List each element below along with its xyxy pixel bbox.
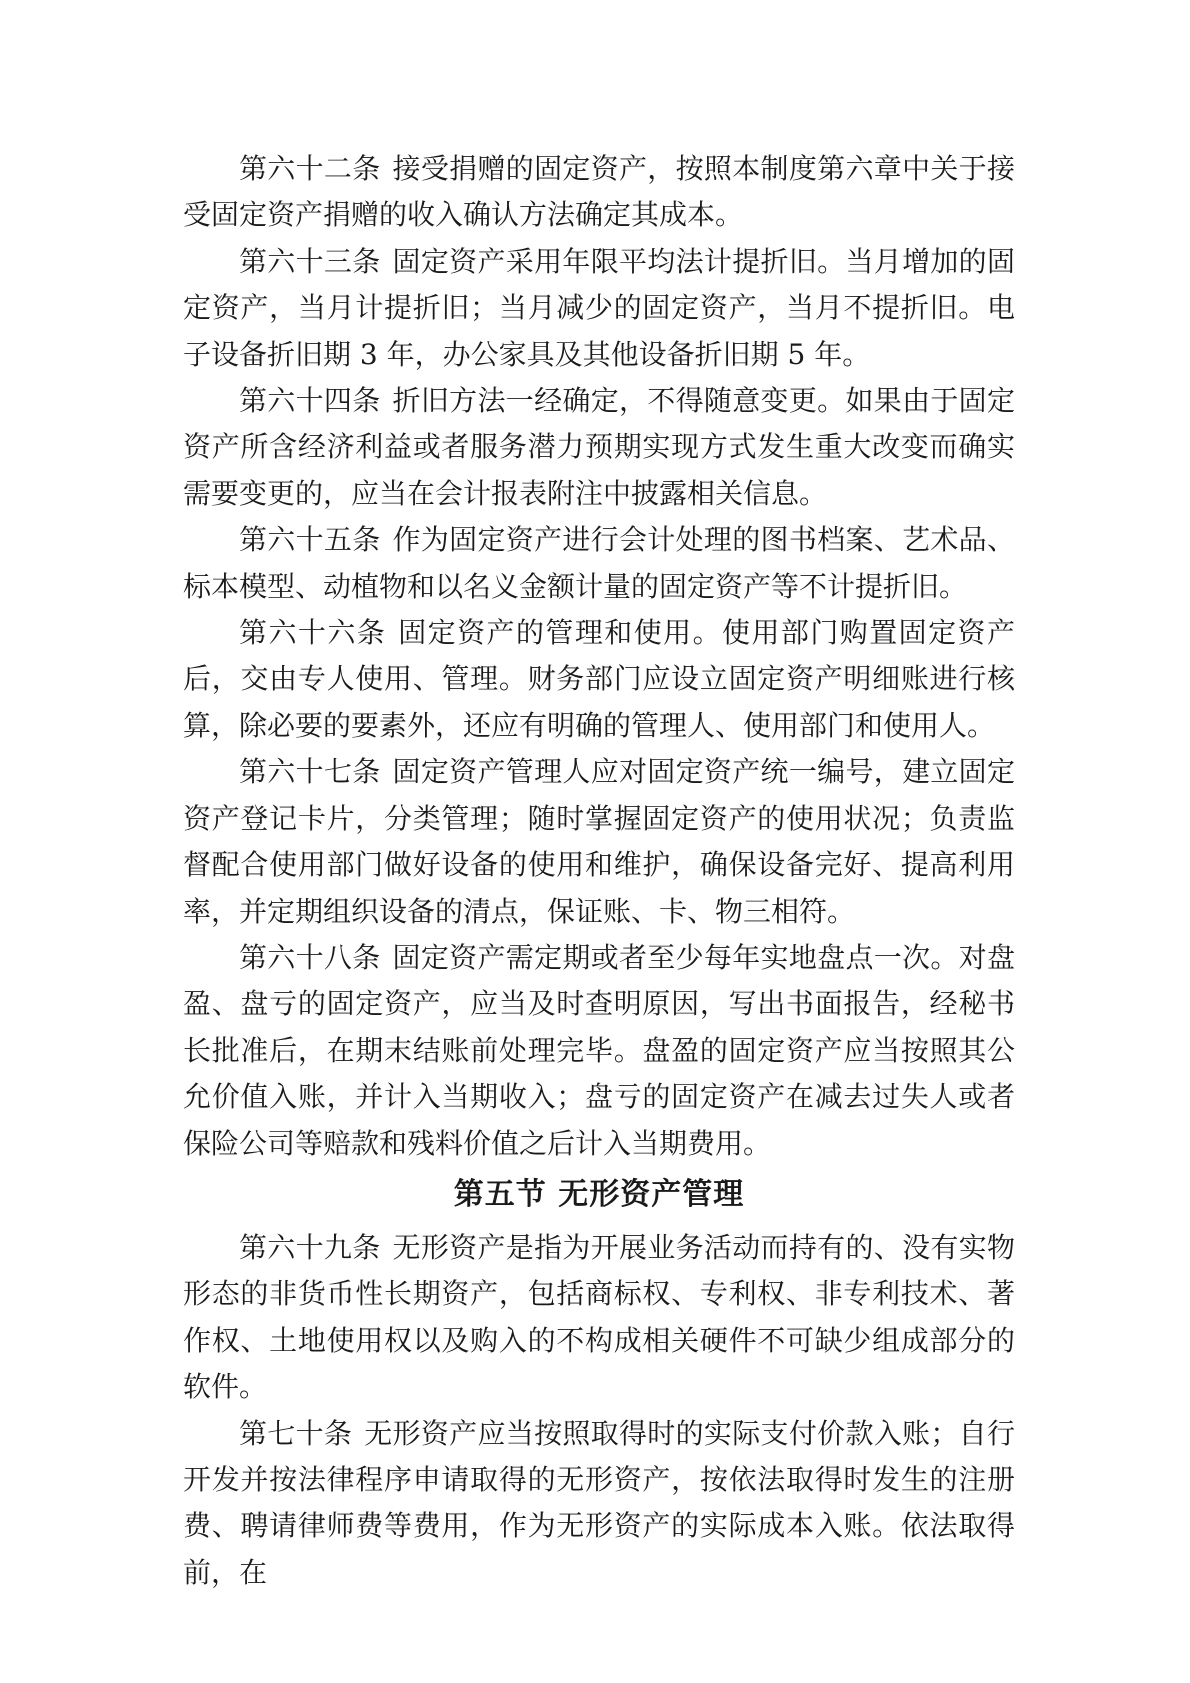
- article-number: 第六十四条: [239, 384, 381, 418]
- article-number: 第六十九条: [239, 1230, 381, 1264]
- article-number: 第六十八条: [239, 940, 381, 974]
- article-number: 第六十七条: [239, 755, 381, 789]
- article-68-paragraph: [183, 935, 1015, 1167]
- article-64-paragraph: [183, 378, 1015, 517]
- article-text: 固定资产需定期或者至少每年实地盘点一次。对盘盈、盘亏的固定资产，应当及时查明原因，写出书面报告，经秘书长批准后，在期末结账前处理完毕。盘盈的固定资产应当按照其公允价值入账，并计入当期收入；盘亏的固定资产在减去过失人或者保险公司等赔款和残料价值之后计入当期费用。: [183, 940, 1015, 1160]
- document-body: [183, 146, 1015, 1596]
- article-70-paragraph: [183, 1411, 1015, 1597]
- article-number: 第六十五条: [239, 523, 381, 557]
- article-number: 第六十六条: [239, 616, 387, 650]
- article-63-paragraph: [183, 239, 1015, 378]
- article-text: 固定资产管理人应对固定资产统一编号，建立固定资产登记卡片，分类管理；随时掌握固定资产的使用状况；负责监督配合使用部门做好设备的使用和维护，确保设备完好、提高利用率，并定期组织设备的清点，保证账、卡、物三相符。: [183, 755, 1015, 928]
- article-text: 固定资产采用年限平均法计提折旧。当月增加的固定资产，当月计提折旧；当月减少的固定资产，当月不提折旧。电子设备折旧期 3 年，办公家具及其他设备折旧期 5 年。: [183, 244, 1015, 371]
- article-text: 无形资产应当按照取得时的实际支付价款入账；自行开发并按法律程序申请取得的无形资产，按依法取得时发生的注册费、聘请律师费等费用，作为无形资产的实际成本入账。依法取得前，在: [183, 1416, 1015, 1589]
- article-text: 无形资产是指为开展业务活动而持有的、没有实物形态的非货币性长期资产，包括商标权、专利权、非专利技术、著作权、土地使用权以及购入的不构成相关硬件不可缺少组成部分的软件。: [183, 1230, 1015, 1404]
- article-number: 第六十二条: [239, 152, 381, 185]
- article-text: 接受捐赠的固定资产，按照本制度第六章中关于接受固定资产捐赠的收入确认方法确定其成本。: [183, 152, 1015, 232]
- article-number: 第六十三条: [239, 244, 381, 278]
- article-65-paragraph: [183, 517, 1015, 610]
- article-62-paragraph: [183, 146, 1015, 239]
- article-text: 作为固定资产进行会计处理的图书档案、艺术品、标本模型、动植物和以名义金额计量的固定资产等不计提折旧。: [183, 523, 1015, 603]
- article-69-paragraph: [183, 1225, 1015, 1411]
- article-text: 固定资产的管理和使用。使用部门购置固定资产后，交由专人使用、管理。财务部门应设立固定资产明细账进行核算，除必要的要素外，还应有明确的管理人、使用部门和使用人。: [183, 616, 1015, 742]
- section-heading: 第五节 无形资产管理: [453, 1176, 745, 1212]
- article-66-paragraph: [183, 610, 1015, 749]
- article-text: 折旧方法一经确定，不得随意变更。如果由于固定资产所含经济利益或者服务潜力预期实现方式发生重大改变而确实需要变更的，应当在会计报表附注中披露相关信息。: [183, 384, 1015, 510]
- article-67-paragraph: [183, 749, 1015, 935]
- article-number: 第七十条: [239, 1416, 353, 1450]
